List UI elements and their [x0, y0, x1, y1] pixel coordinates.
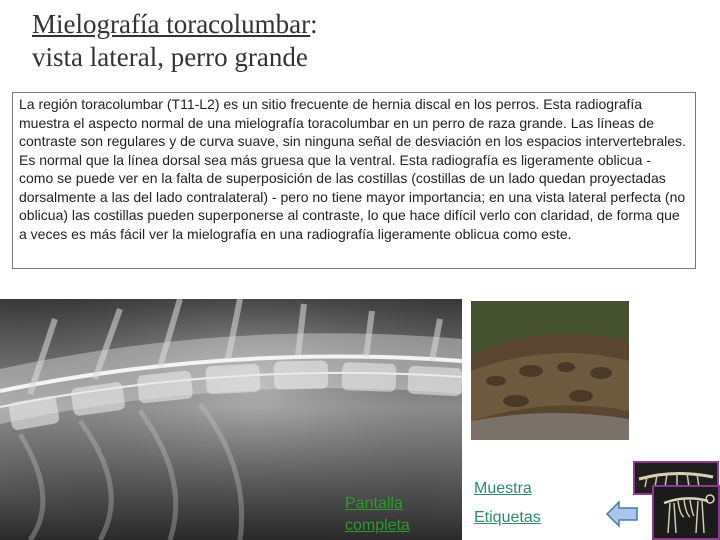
back-arrow-icon	[605, 499, 639, 529]
description-box	[12, 92, 696, 269]
labels-link[interactable]: Etiquetas	[474, 509, 541, 526]
skeleton-thumbnail-dog[interactable]	[652, 485, 720, 540]
back-button[interactable]	[605, 499, 639, 529]
page-title	[32, 8, 632, 74]
dog-photo-graphic	[471, 301, 629, 440]
dog-photo	[471, 301, 629, 440]
title-link[interactable]: Mielografía toracolumbar	[32, 9, 311, 39]
title-subtitle: vista lateral, perro grande	[32, 42, 308, 72]
description-text: La región toracolumbar (T11-L2) es un sitio frecuente de hernia discal en los perros. Esta radiografía muestra el aspecto normal de una mielografía toracolumbar en un perro de raza grande. Las líneas de contraste son regulares y de curva suave, sin ninguna señal de desviación en los espacios intervertebrales. Es normal que la línea dorsal sea más gruesa que la ventral. Esta radiografía es ligeramente oblicua - como se puede ver en la falta de superposición de las costillas (costillas de un lado quedan proyectadas dorsalmente a las del lado contralateral) - pero no tiene mayor importancia; en una vista lateral perfecta (no oblicua) las costillas pueden superponerse al contraste, lo que hace difícil verlo con claridad, de forma que a veces es más fácil ver la mielografía en una radiografía ligeramente oblicua como este.	[19, 96, 686, 242]
title-colon: :	[310, 9, 318, 39]
dog-skeleton-icon	[654, 487, 718, 538]
sample-link[interactable]: Muestra	[474, 480, 532, 497]
fullscreen-link[interactable]: Pantalla completa	[345, 495, 410, 534]
